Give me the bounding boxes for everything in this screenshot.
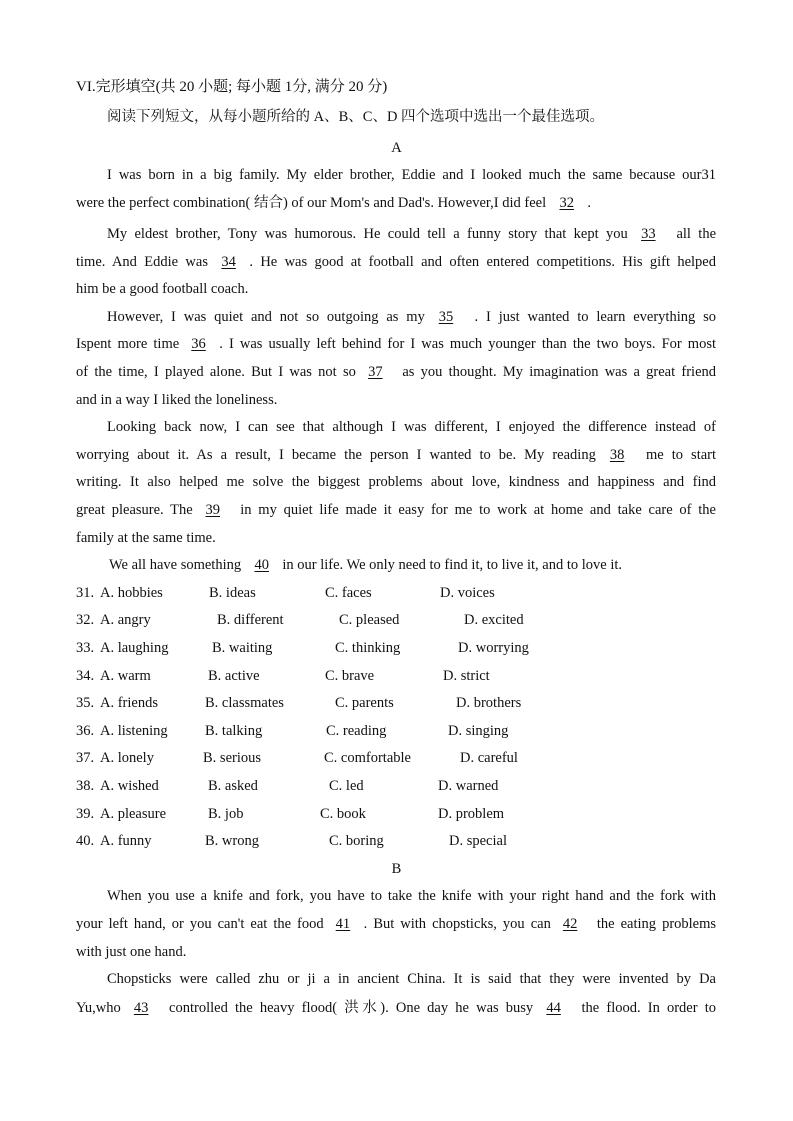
blank-39[interactable]: 39 <box>205 502 220 518</box>
line-text: the flood. In order to <box>581 1000 717 1016</box>
question-number: 38. <box>76 778 95 794</box>
option-b[interactable]: B. serious <box>203 750 261 766</box>
question-number: 34. <box>76 668 95 684</box>
passage-line <box>107 306 716 328</box>
line-text: . <box>587 195 591 211</box>
passage-line <box>76 471 716 493</box>
option-b[interactable]: B. waiting <box>212 640 273 656</box>
option-a[interactable]: A. lonely <box>100 750 154 766</box>
option-a[interactable]: A. wished <box>100 778 159 794</box>
question-number: 37. <box>76 750 95 766</box>
option-d[interactable]: D. strict <box>443 668 490 684</box>
option-c[interactable]: C. led <box>329 778 364 794</box>
blank-36[interactable]: 36 <box>191 336 206 352</box>
line-text: Looking back now, I can see that although I was different, I enjoyed the difference instead of <box>107 419 716 435</box>
blank-41[interactable]: 41 <box>335 916 351 932</box>
passage-line <box>76 444 716 466</box>
passage-line <box>76 913 716 935</box>
line-text: your left hand, or you can't eat the food <box>76 916 324 932</box>
option-b[interactable]: B. different <box>217 612 284 628</box>
line-text: When you use a knife and fork, you have to take the knife with your right hand and the fork with <box>107 888 716 904</box>
line-text: as you thought. My imagination was a great friend <box>402 364 717 380</box>
line-text: Yu,who <box>76 1000 121 1016</box>
option-c[interactable]: C. faces <box>325 585 372 601</box>
line-text: great pleasure. The <box>76 502 193 518</box>
passage-line <box>76 333 716 355</box>
option-c[interactable]: C. comfortable <box>324 750 411 766</box>
option-a[interactable]: A. friends <box>100 695 158 711</box>
option-c[interactable]: C. thinking <box>335 640 401 656</box>
option-a[interactable]: A. hobbies <box>100 585 163 601</box>
option-d[interactable]: D. excited <box>464 612 524 628</box>
option-d[interactable]: D. problem <box>438 806 505 822</box>
line-text: of the time, I played alone. But I was not so <box>76 364 356 380</box>
passage-line <box>76 941 716 963</box>
option-a[interactable]: A. funny <box>100 833 152 849</box>
passage-line <box>107 968 716 990</box>
option-d[interactable]: D. singing <box>448 723 509 739</box>
passage-line <box>109 554 709 576</box>
line-text: Chopsticks were called zhu or ji a in ancient China. It is said that they were invented by Da <box>107 971 716 987</box>
option-b[interactable]: B. talking <box>205 723 263 739</box>
passage-line <box>107 164 716 186</box>
blank-42[interactable]: 42 <box>562 916 578 932</box>
section-title: VI.完形填空(共 20 小题; 每小题 1分, 满分 20 分) <box>76 79 388 95</box>
section-instruction: 阅读下列短文，从每小题所给的 A、B、C、D 四个选项中选出一个最佳选项。 <box>107 109 605 125</box>
question-number: 32. <box>76 612 95 628</box>
passage-line <box>76 997 716 1019</box>
question-number: 31. <box>76 585 95 601</box>
line-text: worrying about it. As a result, I became the person I wanted to be. My reading <box>76 447 596 463</box>
line-text: were the perfect combination( 结合) of our Mom's and Dad's. However,I did feel <box>76 195 547 211</box>
passage-b-label: B <box>391 861 402 877</box>
passage-line <box>76 361 716 383</box>
question-number: 39. <box>76 806 95 822</box>
line-text: Ispent more time <box>76 336 180 352</box>
blank-34[interactable]: 34 <box>221 254 236 270</box>
option-a[interactable]: A. warm <box>100 668 151 684</box>
line-text: I was born in a big family. My elder brother, Eddie and I looked much the same because our31 <box>107 167 716 183</box>
passage-line <box>76 192 716 214</box>
option-c[interactable]: C. boring <box>329 833 384 849</box>
question-number: 40. <box>76 833 95 849</box>
question-number: 36. <box>76 723 95 739</box>
line-text: time. And Eddie was <box>76 254 208 270</box>
blank-35[interactable]: 35 <box>438 309 454 325</box>
blank-37[interactable]: 37 <box>368 364 383 380</box>
line-text: We all have something <box>109 557 242 573</box>
option-c[interactable]: C. parents <box>335 695 394 711</box>
line-text: . But with chopsticks, you can <box>363 916 551 932</box>
line-text: with just one hand. <box>76 944 187 960</box>
line-text: all the <box>676 226 716 242</box>
blank-43[interactable]: 43 <box>133 1000 149 1016</box>
option-d[interactable]: D. brothers <box>456 695 522 711</box>
passage-a-label: A <box>391 140 402 156</box>
blank-33[interactable]: 33 <box>641 226 656 242</box>
option-a[interactable]: A. pleasure <box>100 806 167 822</box>
passage-line <box>76 527 716 549</box>
option-c[interactable]: C. reading <box>326 723 387 739</box>
option-d[interactable]: D. voices <box>440 585 495 601</box>
option-a[interactable]: A. listening <box>100 723 168 739</box>
option-a[interactable]: A. laughing <box>100 640 169 656</box>
passage-line <box>76 499 716 521</box>
option-b[interactable]: B. classmates <box>205 695 284 711</box>
line-text: the eating problems <box>596 916 717 932</box>
blank-32[interactable]: 32 <box>559 195 574 211</box>
option-c[interactable]: C. book <box>320 806 366 822</box>
option-a[interactable]: A. angry <box>100 612 151 628</box>
option-d[interactable]: D. worrying <box>458 640 529 656</box>
line-text: family at the same time. <box>76 530 216 546</box>
line-text: in our life. We only need to find it, to live it, and to love it. <box>282 557 623 573</box>
blank-38[interactable]: 38 <box>609 447 625 463</box>
option-b[interactable]: B. ideas <box>209 585 256 601</box>
passage-line <box>107 416 716 438</box>
line-text: However, I was quiet and not so outgoing as my <box>107 309 425 325</box>
option-b[interactable]: B. wrong <box>205 833 259 849</box>
line-text: him be a good football coach. <box>76 281 249 297</box>
line-text: . I just wanted to learn everything so <box>474 309 716 325</box>
line-text: . He was good at football and often entered competitions. His gift helped <box>249 254 716 270</box>
line-text: writing. It also helped me solve the biggest problems about love, kindness and happiness and find <box>76 474 716 490</box>
option-b[interactable]: B. active <box>208 668 260 684</box>
passage-line <box>107 223 716 245</box>
passage-line <box>107 885 716 907</box>
passage-line <box>76 251 716 273</box>
blank-44[interactable]: 44 <box>546 1000 561 1016</box>
line-text: and in a way I liked the loneliness. <box>76 392 278 408</box>
option-d[interactable]: D. careful <box>460 750 518 766</box>
blank-40[interactable]: 40 <box>254 557 269 573</box>
option-b[interactable]: B. asked <box>208 778 258 794</box>
line-text: My eldest brother, Tony was humorous. He could tell a funny story that kept you <box>107 226 628 242</box>
option-d[interactable]: D. warned <box>438 778 499 794</box>
line-text: me to start <box>645 447 717 463</box>
option-c[interactable]: C. pleased <box>339 612 400 628</box>
line-text: controlled the heavy flood( 洪水). One day he was busy <box>169 1000 534 1016</box>
option-b[interactable]: B. job <box>208 806 244 822</box>
passage-line <box>76 389 716 411</box>
line-text: . I was usually left behind for I was much younger than the two boys. For most <box>219 336 717 352</box>
question-number: 33. <box>76 640 95 656</box>
question-number: 35. <box>76 695 95 711</box>
option-d[interactable]: D. special <box>449 833 507 849</box>
passage-line <box>76 278 716 300</box>
line-text: in my quiet life made it easy for me to work at home and take care of the <box>240 502 716 518</box>
option-c[interactable]: C. brave <box>325 668 375 684</box>
